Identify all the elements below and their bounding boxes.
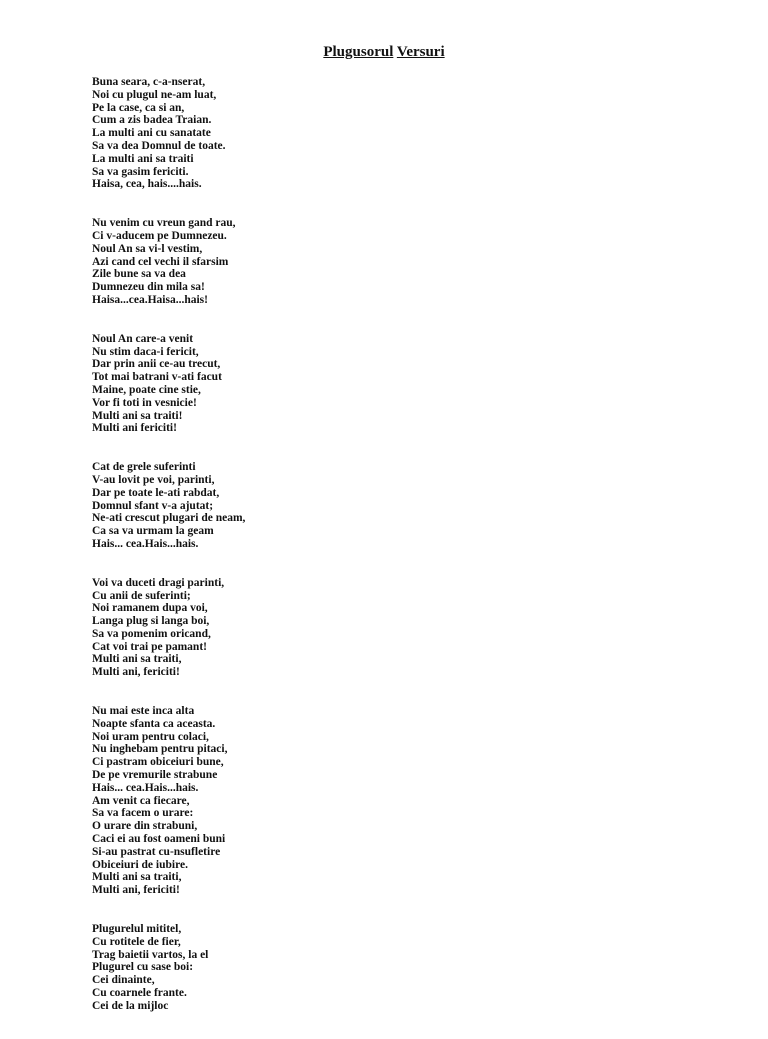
title-word-1: Plugusorul — [323, 44, 394, 60]
poem-line: Cu coarnele frante. — [92, 987, 187, 1000]
poem-line: Azi cand cel vechi il sfarsim — [92, 255, 229, 268]
poem-line: Noi cu plugul ne-am luat, — [92, 88, 217, 101]
poem-line: Buna seara, c-a-nserat, — [92, 76, 206, 88]
stanza — [92, 705, 692, 897]
poem-line: Cei dinainte, — [92, 974, 155, 987]
poem-line: Dar prin anii ce-au trecut, — [92, 358, 221, 371]
poem-line: Plugurelul mititel, — [92, 923, 182, 936]
poem-line: V-au lovit pe voi, parinti, — [92, 473, 215, 486]
poem-line: Multi ani, fericiti! — [92, 666, 180, 679]
stanza — [92, 577, 692, 679]
poem-line: Caci ei au fost oameni buni — [92, 833, 226, 846]
poem-line: Cum a zis badea Traian. — [92, 114, 212, 127]
poem-line: Cu anii de suferinti; — [92, 589, 191, 602]
poem-line: Sa va dea Domnul de toate. — [92, 139, 226, 152]
poem-line: Hais... cea.Hais...hais. — [92, 781, 199, 794]
poem-line: Cat de grele suferinti — [92, 461, 196, 474]
poem-line: Nu venim cu vreun gand rau, — [92, 217, 236, 230]
poem-body — [92, 76, 692, 1039]
poem-line: Nu mai este inca alta — [92, 705, 195, 718]
poem-line: Vor fi toti in vesnicie! — [92, 396, 197, 409]
poem-line: Nu inghebam pentru pitaci, — [92, 743, 228, 756]
poem-line: Noul An sa vi-l vestim, — [92, 242, 203, 255]
poem-line: Noapte sfanta ca aceasta. — [92, 717, 216, 730]
poem-line: Haisa, cea, hais....hais. — [92, 178, 202, 191]
poem-line: Obiceiuri de iubire. — [92, 858, 188, 871]
stanza — [92, 333, 692, 435]
poem-line: Tot mai batrani v-ati facut — [92, 371, 222, 384]
poem-line: Cei de la mijloc — [92, 999, 169, 1012]
poem-line: La multi ani cu sanatate — [92, 127, 211, 140]
poem-line: Ci pastram obiceiuri bune, — [92, 756, 224, 769]
poem-line: Haisa...cea.Haisa...hais! — [92, 293, 208, 306]
poem-line: Multi ani sa traiti, — [92, 653, 182, 666]
poem-line: Sa va facem o urare: — [92, 807, 194, 820]
poem-line: Multi ani, fericiti! — [92, 884, 180, 897]
poem-line: Cu rotitele de fier, — [92, 935, 181, 948]
poem-line: Nu stim daca-i fericit, — [92, 345, 199, 358]
poem-line: Pe la case, ca si an, — [92, 101, 185, 114]
poem-line: Zile bune sa va dea — [92, 268, 186, 281]
poem-line: Dar pe toate le-ati rabdat, — [92, 486, 220, 499]
poem-line: O urare din strabuni, — [92, 820, 198, 833]
poem-line: Am venit ca fiecare, — [92, 794, 190, 807]
poem-line: La multi ani sa traiti — [92, 152, 194, 165]
poem-line: Ne-ati crescut plugari de neam, — [92, 512, 246, 525]
poem-line: Sa va gasim fericiti. — [92, 165, 189, 178]
poem-line: Ca sa va urmam la geam — [92, 525, 214, 538]
poem-line: Dumnezeu din mila sa! — [92, 281, 205, 294]
stanza — [92, 923, 692, 1013]
poem-line: Multi ani sa traiti! — [92, 409, 183, 422]
poem-line: De pe vremurile strabune — [92, 769, 218, 782]
poem-line: Maine, poate cine stie, — [92, 383, 201, 396]
poem-line: Plugurel cu sase boi: — [92, 961, 194, 974]
poem-line: Trag baietii vartos, la el — [92, 948, 209, 961]
poem-line: Noi uram pentru colaci, — [92, 730, 209, 743]
poem-line: Voi va duceti dragi parinti, — [92, 576, 225, 589]
stanza — [92, 76, 692, 191]
stanza — [92, 217, 692, 307]
poem-line: Cat voi trai pe pamant! — [92, 640, 207, 653]
poem-line: Noul An care-a venit — [92, 332, 194, 345]
poem-line: Multi ani sa traiti, — [92, 871, 182, 884]
poem-line: Noi ramanem dupa voi, — [92, 602, 208, 615]
poem-line: Hais... cea.Hais...hais. — [92, 537, 199, 550]
poem-line: Domnul sfant v-a ajutat; — [92, 499, 214, 512]
poem-line: Si-au pastrat cu-nsufletire — [92, 845, 221, 858]
poem-line: Multi ani fericiti! — [92, 422, 177, 435]
page-title — [0, 42, 768, 62]
title-word-2: Versuri — [396, 44, 445, 60]
poem-line: Ci v-aducem pe Dumnezeu. — [92, 229, 227, 242]
stanza — [92, 461, 692, 551]
poem-line: Sa va pomenim oricand, — [92, 627, 211, 640]
poem-line: Langa plug si langa boi, — [92, 615, 210, 628]
